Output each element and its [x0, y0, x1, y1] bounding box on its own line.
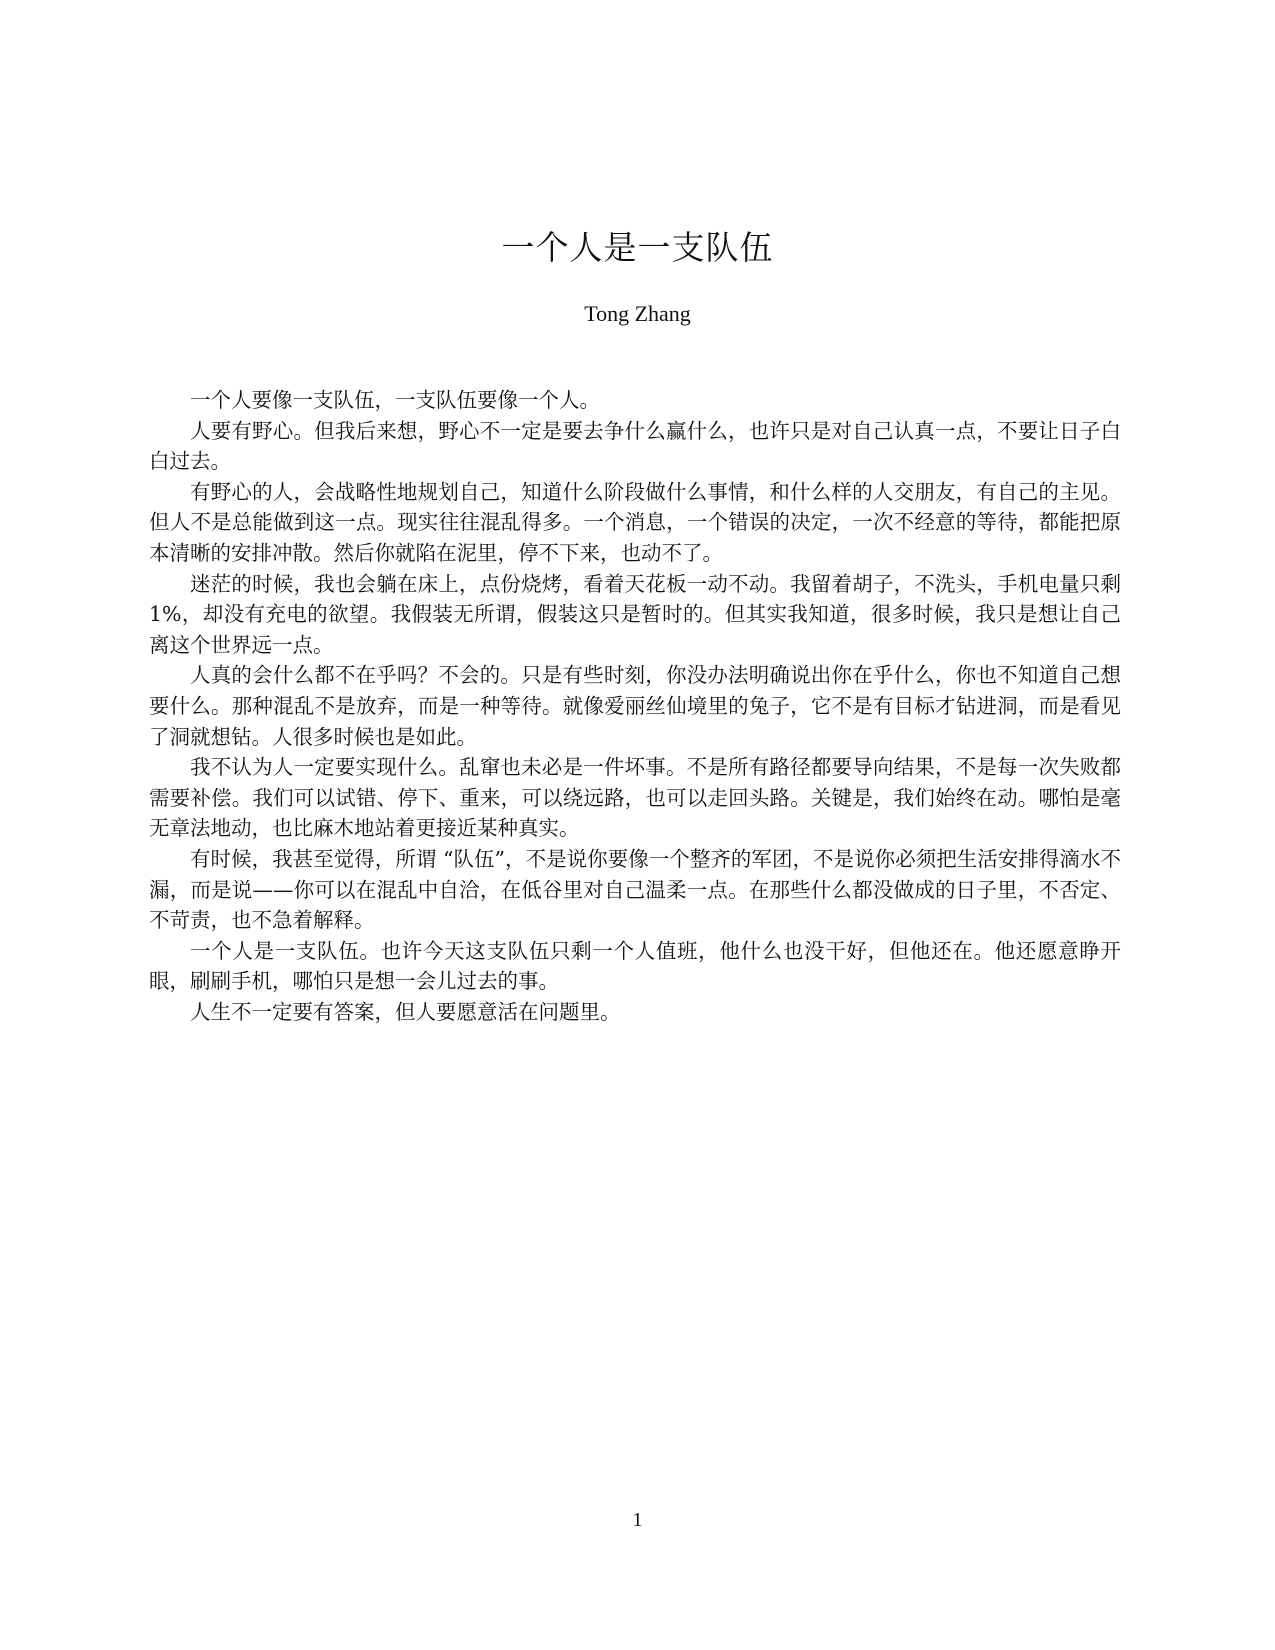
document-title: 一个人是一支队伍: [501, 228, 774, 267]
paragraph: 一个人要像一支队伍，一支队伍要像一个人。: [190, 388, 600, 412]
paragraph: 一个人是一支队伍。也许今天这支队伍只剩一个人值班，他什么也没干好，但他还在。他还愿意睁开眼，刷刷手机，哪怕只是想一会儿过去的事。: [149, 938, 1121, 994]
paragraph: 人生不一定要有答案，但人要愿意活在问题里。: [190, 999, 621, 1024]
paragraph: 有时候，我甚至觉得，所谓 “队伍”，不是说你要像一个整齐的军团，不是说你必须把生活安排得滴水不漏，而是说——你可以在混乱中自洽，在低谷里对自己温柔一点。在那些什么都没做成的日子里，不否定、不苛责，也不急着解释。: [149, 846, 1121, 933]
document-body: [149, 385, 1121, 1027]
paragraph: 人真的会什么都不在乎吗？不会的。只是有些时刻，你没办法明确说出你在乎什么，你也不知道自己想要什么。那种混乱不是放弃，而是一种等待。就像爱丽丝仙境里的兔子，它不是有目标才钻进洞，而是看见了洞就想钻。人很多时候也是如此。: [149, 663, 1121, 749]
paragraph: 我不认为人一定要实现什么。乱窜也未必是一件坏事。不是所有路径都要导向结果，不是每一次失败都需要补偿。我们可以试错、停下、重来，可以绕远路，也可以走回头路。关键是，我们始终在动。哪怕是毫无章法地动，也比麻木地站着更接近某种真实。: [149, 755, 1121, 841]
page-number: 1: [632, 1509, 643, 1531]
paragraph: 有野心的人，会战略性地规划自己，知道什么阶段做什么事情，和什么样的人交朋友，有自己的主见。但人不是总能做到这一点。现实往往混乱得多。一个消息，一个错误的决定，一次不经意的等待，都能把原本清晰的安排冲散。然后你就陷在泥里，停不下来，也动不了。: [149, 479, 1121, 565]
paragraph: 人要有野心。但我后来想，野心不一定是要去争什么赢什么，也许只是对自己认真一点，不要让日子白白过去。: [149, 418, 1121, 474]
paragraph: 迷茫的时候，我也会躺在床上，点份烧烤，看着天花板一动不动。我留着胡子，不洗头，手机电量只剩 1%，却没有充电的欲望。我假装无所谓，假装这只是暂时的。但其实我知道，很多时候，我只是想让自己离这个世界远一点。: [149, 571, 1121, 657]
document-author: Tong Zhang: [584, 301, 691, 326]
